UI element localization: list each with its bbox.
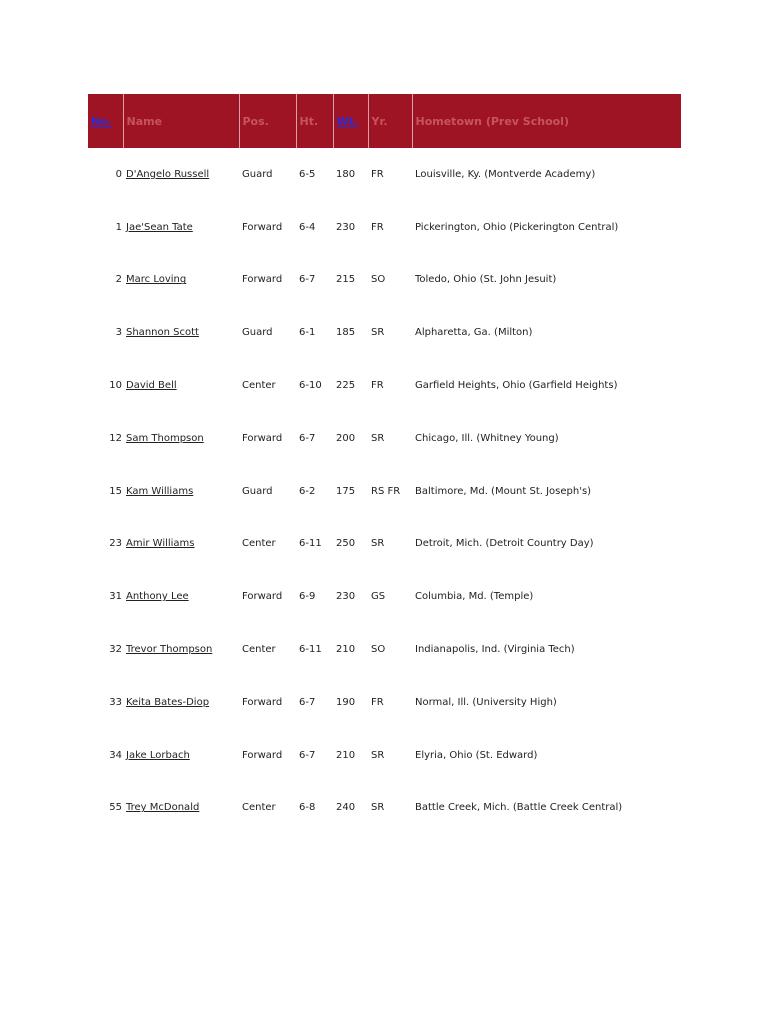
player-weight: 175 <box>336 485 356 497</box>
player-position: Guard <box>242 168 273 180</box>
player-height: 6-7 <box>299 696 316 708</box>
player-hometown: Louisville, Ky. (Montverde Academy) <box>415 168 596 180</box>
player-year: FR <box>371 221 384 233</box>
player-weight: 230 <box>336 591 356 603</box>
hometown-column-header: Hometown (Prev School) <box>412 94 681 148</box>
player-row <box>88 148 681 201</box>
player-name-link[interactable]: D'Angelo Russell <box>126 168 210 180</box>
player-position: Forward <box>242 221 283 233</box>
player-name-cell <box>123 254 239 307</box>
player-height: 6-11 <box>299 644 322 656</box>
player-hometown: Columbia, Md. (Temple) <box>415 591 534 603</box>
player-height: 6-5 <box>299 168 316 180</box>
player-name-link[interactable]: Anthony Lee <box>126 591 189 603</box>
player-name-link[interactable]: Keita Bates-Diop <box>126 696 210 708</box>
player-name-cell <box>123 570 239 623</box>
player-row <box>88 729 681 782</box>
player-number: 3 <box>115 327 122 339</box>
player-height: 6-4 <box>299 221 316 233</box>
player-name-link[interactable]: Amir Williams <box>126 538 195 550</box>
player-weight: 210 <box>336 749 356 761</box>
header-row <box>88 94 681 148</box>
player-row <box>88 623 681 676</box>
player-weight: 210 <box>336 644 356 656</box>
player-hometown: Baltimore, Md. (Mount St. Joseph's) <box>415 485 592 497</box>
player-number: 10 <box>109 380 122 392</box>
height-column-header: Ht. <box>296 94 333 148</box>
player-position: Center <box>242 380 276 392</box>
player-position: Guard <box>242 485 273 497</box>
player-height: 6-8 <box>299 802 316 814</box>
player-name-link[interactable]: Jae'Sean Tate <box>126 221 193 233</box>
player-year: SR <box>371 432 385 444</box>
player-name-cell <box>123 623 239 676</box>
player-hometown: Indianapolis, Ind. (Virginia Tech) <box>415 644 575 656</box>
player-position: Center <box>242 644 276 656</box>
player-name-link[interactable]: Trevor Thompson <box>126 644 213 656</box>
player-weight: 200 <box>336 432 356 444</box>
player-weight: 180 <box>336 168 356 180</box>
player-name-cell <box>123 306 239 359</box>
player-hometown: Detroit, Mich. (Detroit Country Day) <box>415 538 594 550</box>
player-year: SR <box>371 749 385 761</box>
roster-body <box>88 148 681 834</box>
player-weight: 240 <box>336 802 356 814</box>
player-height: 6-2 <box>299 485 316 497</box>
player-name-link[interactable]: Sam Thompson <box>126 432 204 444</box>
roster-table <box>88 94 681 834</box>
player-name-link[interactable]: Shannon Scott <box>126 327 199 339</box>
player-name-cell <box>123 518 239 571</box>
player-hometown: Normal, Ill. (University High) <box>415 696 557 708</box>
player-number: 12 <box>109 432 122 444</box>
player-position: Forward <box>242 432 283 444</box>
player-number: 55 <box>109 802 122 814</box>
player-height: 6-9 <box>299 591 316 603</box>
player-height: 6-1 <box>299 327 316 339</box>
player-weight: 185 <box>336 327 356 339</box>
player-year: FR <box>371 696 384 708</box>
player-row <box>88 676 681 729</box>
player-year: SR <box>371 802 385 814</box>
player-number: 0 <box>115 168 122 180</box>
player-row <box>88 782 681 835</box>
player-year: RS FR <box>371 485 401 497</box>
year-column-header: Yr. <box>368 94 412 148</box>
player-name-link[interactable]: Trey McDonald <box>126 802 200 814</box>
player-position: Center <box>242 538 276 550</box>
player-hometown: Alpharetta, Ga. (Milton) <box>415 327 533 339</box>
player-position: Forward <box>242 591 283 603</box>
player-name-cell <box>123 412 239 465</box>
position-column-header: Pos. <box>239 94 296 148</box>
player-name-cell <box>123 676 239 729</box>
player-height: 6-7 <box>299 432 316 444</box>
player-number: 1 <box>115 221 122 233</box>
player-name-link[interactable]: Kam Williams <box>126 485 194 497</box>
player-row <box>88 518 681 571</box>
player-row <box>88 306 681 359</box>
player-number: 33 <box>109 696 122 708</box>
player-position: Center <box>242 802 276 814</box>
player-number: 31 <box>109 591 122 603</box>
player-row <box>88 570 681 623</box>
player-year: GS <box>371 591 386 603</box>
player-year: FR <box>371 380 384 392</box>
player-number: 2 <box>115 274 122 286</box>
player-position: Forward <box>242 696 283 708</box>
player-hometown: Toledo, Ohio (St. John Jesuit) <box>415 274 557 286</box>
player-year: FR <box>371 168 384 180</box>
player-position: Guard <box>242 327 273 339</box>
player-number: 15 <box>109 485 122 497</box>
player-year: SO <box>371 274 386 286</box>
player-hometown: Battle Creek, Mich. (Battle Creek Central) <box>415 802 623 814</box>
player-number: 23 <box>109 538 122 550</box>
roster-header <box>88 94 681 148</box>
player-height: 6-10 <box>299 380 322 392</box>
player-number: 32 <box>109 644 122 656</box>
player-name-cell <box>123 359 239 412</box>
player-weight: 215 <box>336 274 356 286</box>
player-name-cell <box>123 729 239 782</box>
player-hometown: Pickerington, Ohio (Pickerington Central) <box>415 221 619 233</box>
sort-by-number-link[interactable]: No. <box>88 94 123 148</box>
player-year: SR <box>371 327 385 339</box>
player-weight: 250 <box>336 538 356 550</box>
player-hometown: Chicago, Ill. (Whitney Young) <box>415 432 559 444</box>
player-height: 6-7 <box>299 274 316 286</box>
player-row <box>88 465 681 518</box>
player-weight: 190 <box>336 696 356 708</box>
player-row <box>88 201 681 254</box>
player-position: Forward <box>242 274 283 286</box>
name-column-header: Name <box>123 94 239 148</box>
player-weight: 230 <box>336 221 356 233</box>
player-hometown: Elyria, Ohio (St. Edward) <box>415 749 538 761</box>
player-hometown: Garfield Heights, Ohio (Garfield Heights) <box>415 380 618 392</box>
player-name-cell <box>123 782 239 835</box>
player-name-cell <box>123 465 239 518</box>
player-year: SR <box>371 538 385 550</box>
player-name-cell <box>123 148 239 201</box>
player-name-link[interactable]: David Bell <box>126 380 177 392</box>
player-name-link[interactable]: Jake Lorbach <box>126 749 190 761</box>
player-number: 34 <box>109 749 122 761</box>
player-row <box>88 412 681 465</box>
player-name-cell <box>123 201 239 254</box>
player-height: 6-11 <box>299 538 322 550</box>
player-position: Forward <box>242 749 283 761</box>
player-year: SO <box>371 644 386 656</box>
sort-by-weight-link[interactable]: Wt. <box>333 94 368 148</box>
player-height: 6-7 <box>299 749 316 761</box>
player-name-link[interactable]: Marc Loving <box>126 274 187 286</box>
player-row <box>88 359 681 412</box>
player-weight: 225 <box>336 380 356 392</box>
player-row <box>88 254 681 307</box>
